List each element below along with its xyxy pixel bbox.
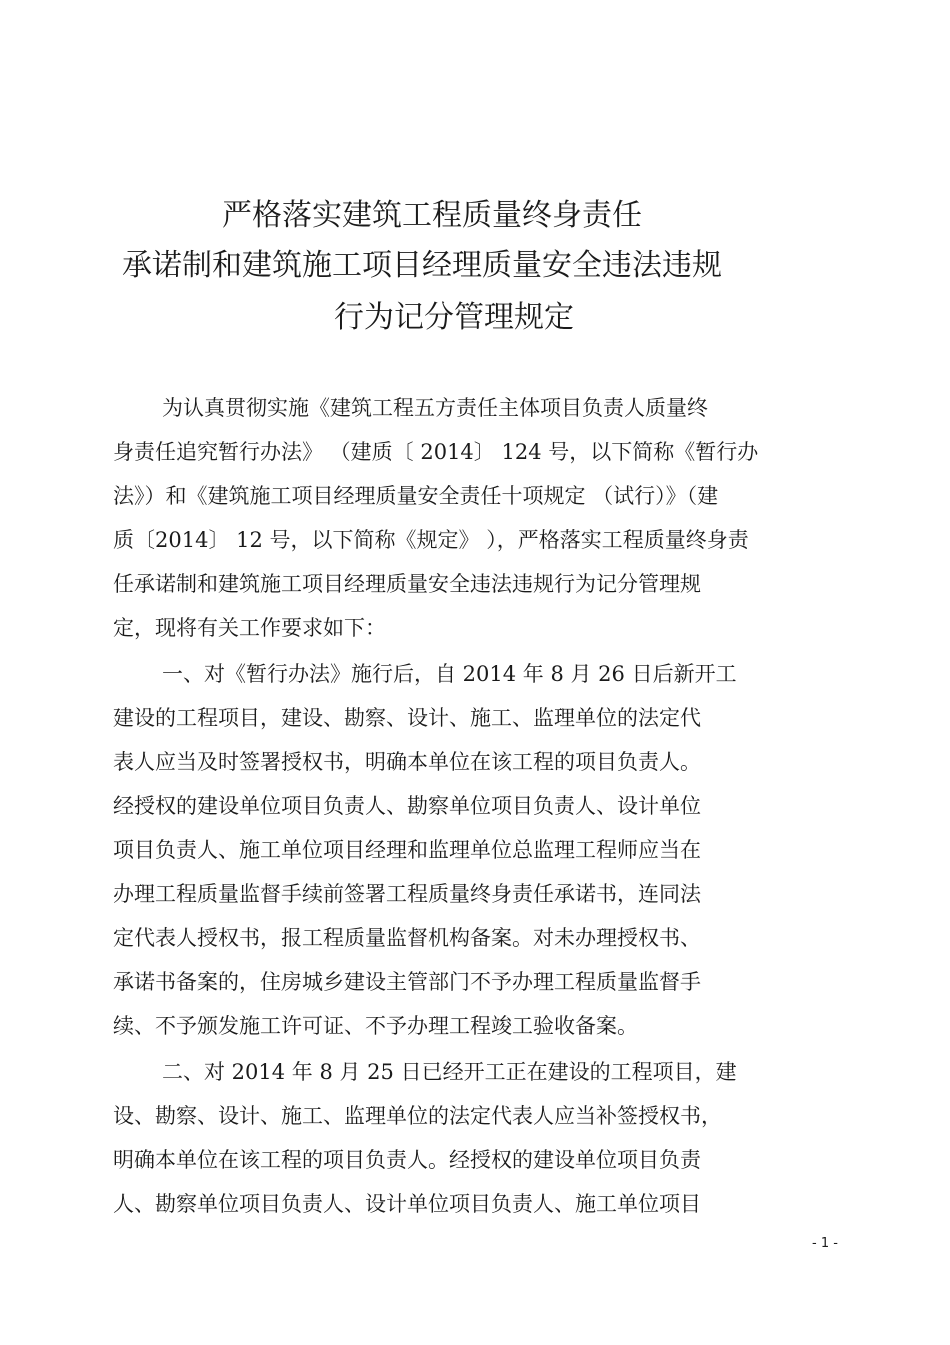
title-line-1: 严格落实建筑工程质量终身责任	[222, 198, 642, 233]
body-line-13: 定代表人授权书，报工程质量监督机构备案。对未办理授权书、	[113, 926, 701, 950]
body-line-3: 法》）和《建筑施工项目经理质量安全责任十项规定 （试行）》（建	[113, 484, 719, 508]
body-line-18: 明确本单位在该工程的项目负责人。经授权的建设单位项目负责	[113, 1148, 701, 1172]
title-line-3: 行为记分管理规定	[334, 300, 574, 335]
body-line-4: 质〔2014〕 12 号，以下简称《规定》 ），严格落实工程质量终身责	[113, 528, 749, 552]
body-line-15: 续、不予颁发施工许可证、不予办理工程竣工验收备案。	[113, 1014, 638, 1038]
body-line-5: 任承诺制和建筑施工项目经理质量安全违法违规行为记分管理规	[113, 572, 701, 596]
body-line-19: 人、勘察单位项目负责人、设计单位项目负责人、施工单位项目	[113, 1192, 701, 1216]
body-line-17: 设、勘察、设计、施工、监理单位的法定代表人应当补签授权书，	[113, 1104, 722, 1128]
body-line-10: 经授权的建设单位项目负责人、勘察单位项目负责人、设计单位	[113, 794, 701, 818]
title-line-2: 承诺制和建筑施工项目经理质量安全违法违规	[122, 248, 722, 283]
body-line-11: 项目负责人、施工单位项目经理和监理单位总监理工程师应当在	[113, 838, 701, 862]
page-number: - 1 -	[812, 1236, 838, 1251]
body-line-8: 建设的工程项目，建设、勘察、设计、施工、监理单位的法定代	[113, 706, 701, 730]
body-line-7: 一、对《暂行办法》施行后，自 2014 年 8 月 26 日后新开工	[162, 662, 737, 686]
body-line-2: 身责任追究暂行办法》 （建质〔 2014〕 124 号，以下简称《暂行办	[113, 440, 759, 464]
body-line-12: 办理工程质量监督手续前签署工程质量终身责任承诺书，连同法	[113, 882, 701, 906]
body-line-1: 为认真贯彻实施《建筑工程五方责任主体项目负责人质量终	[162, 396, 708, 420]
body-line-16: 二、对 2014 年 8 月 25 日已经开工正在建设的工程项目，建	[162, 1060, 737, 1084]
body-line-6: 定，现将有关工作要求如下：	[113, 616, 386, 640]
body-line-9: 表人应当及时签署授权书，明确本单位在该工程的项目负责人。	[113, 750, 701, 774]
body-line-14: 承诺书备案的，住房城乡建设主管部门不予办理工程质量监督手	[113, 970, 701, 994]
